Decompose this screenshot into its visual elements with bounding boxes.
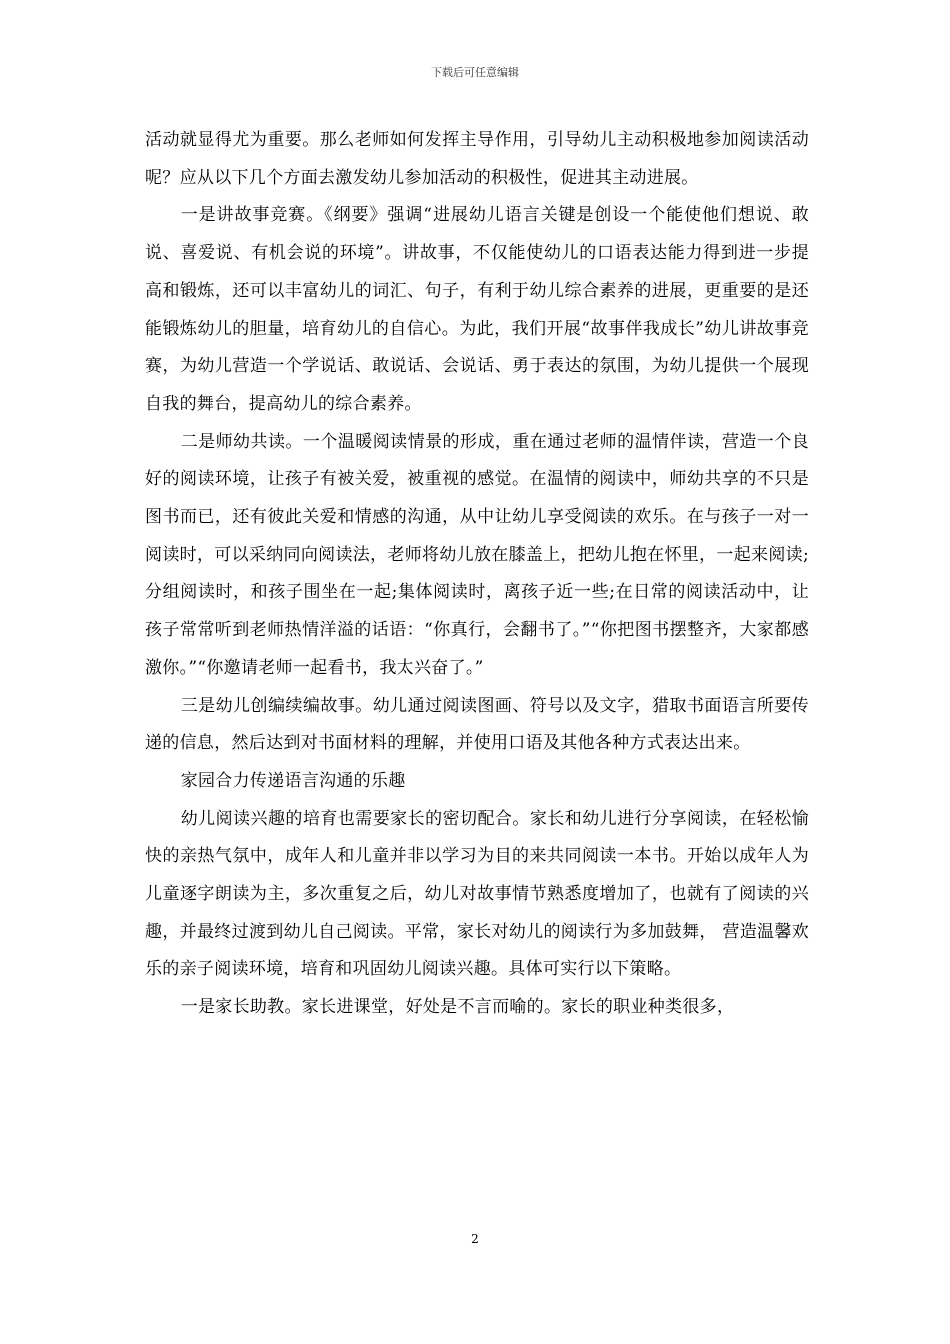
paragraph-continuation: 活动就显得尤为重要。那么老师如何发挥主导作用，引导幼儿主动积极地参加阅读活动呢？应从以下几个方面去激发幼儿参加活动的积极性，促进其主动进展。 <box>145 130 809 188</box>
page-number: 2 <box>471 1232 479 1246</box>
page-header: 下载后可任意编辑 <box>431 66 519 79</box>
paragraph-storytelling-contest: 一是讲故事竞赛。《纲要》强调“进展幼儿语言关键是创设一个能使他们想说、敢说、喜爱说、有机会说的环境”。讲故事，不仅能使幼儿的口语表达能力得到进一步提高和锻炼，还可以丰富幼儿的词汇、句子，有利于幼儿综合素养的进展，更重要的是还能锻炼幼儿的胆量，培育幼儿的自信心。为此，我们开展“故事伴我成长”幼儿讲故事竞赛，为幼儿营造一个学说话、敢说话、会说话、勇于表达的氛围，为幼儿提供一个展现自我的舞台，提高幼儿的综合素养。 <box>145 205 809 414</box>
paragraph-story-creation: 三是幼儿创编续编故事。幼儿通过阅读图画、符号以及文字，猎取书面语言所要传递的信息，然后达到对书面材料的理解，并使用口语及其他各种方式表达出来。 <box>145 695 809 754</box>
paragraph-family-cooperation: 幼儿阅读兴趣的培育也需要家长的密切配合。家长和幼儿进行分享阅读，在轻松愉快的亲热气氛中，成年人和儿童并非以学习为目的来共同阅读一本书。开始以成年人为儿童逐字朗读为主，多次重复之后，幼儿对故事情节熟悉度增加了，也就有了阅读的兴趣，并最终过渡到幼儿自己阅读。平常，家长对幼儿的阅读行为多加鼓舞， 营造温馨欢乐的亲子阅读环境，培育和巩固幼儿阅读兴趣。具体可实行以下策略。 <box>145 808 809 980</box>
paragraph-parent-assistant: 一是家长助教。家长进课堂，好处是不言而喻的。家长的职业种类很多， <box>180 997 735 1018</box>
document-body <box>145 122 809 1027</box>
section-heading: 家园合力传递语言沟通的乐趣 <box>180 770 406 791</box>
paragraph-shared-reading: 二是师幼共读。一个温暖阅读情景的形成，重在通过老师的温情伴读，营造一个良好的阅读环境，让孩子有被关爱，被重视的感觉。在温情的阅读中，师幼共享的不只是图书而已，还有彼此关爱和情感的沟通，从中让幼儿享受阅读的欢乐。在与孩子一对一阅读时，可以采纳同向阅读法，老师将幼儿放在膝盖上，把幼儿抱在怀里，一起来阅读;分组阅读时，和孩子围坐在一起;集体阅读时，离孩子近一些;在日常的阅读活动中，让孩子常常听到老师热情洋溢的话语：“你真行，会翻书了。”“你把图书摆整齐，大家都感激你。”“你邀请老师一起看书，我太兴奋了。” <box>145 431 809 678</box>
